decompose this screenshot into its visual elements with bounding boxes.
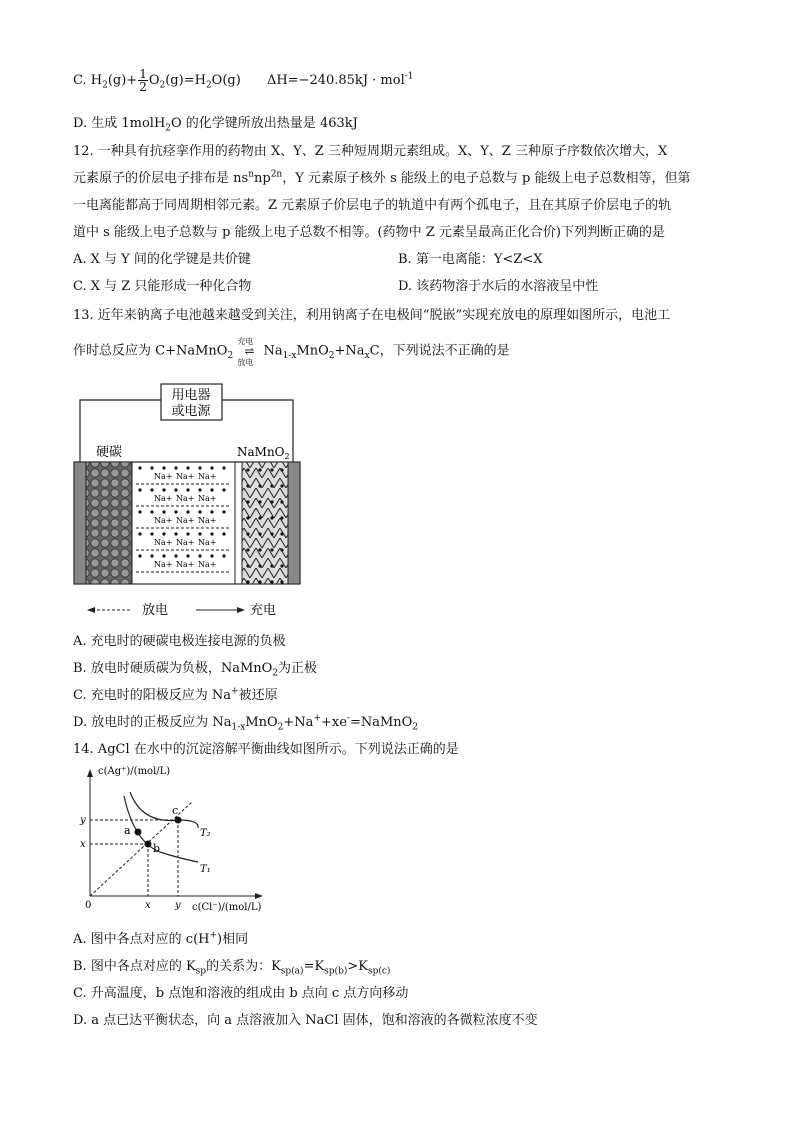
- q13-option-d: D. 放电时的正极反应为 $Na_{1-x}MnO_2+Na^++xe^-=NaMnO_2$: [73, 713, 419, 733]
- q13-option-c: C. 充电时的阳极反应为 Na+被还原: [73, 686, 278, 703]
- na-ion: Na+: [198, 560, 217, 569]
- label-c: c: [172, 804, 179, 817]
- charge-label: 充电: [250, 603, 277, 618]
- na-ion: Na+: [176, 494, 195, 503]
- label-t2: T₂: [200, 828, 211, 839]
- q13-stem-line1: 13. 近年来钠离子电池越来越受到关注，利用钠离子在电极间“脱嵌”实现充放电的原理如图所示，电池工: [73, 308, 671, 323]
- na-ion: Na+: [176, 516, 195, 525]
- na-ion: Na+: [198, 516, 217, 525]
- x-axis-label: c(Cl⁻)/(mol/L): [192, 902, 262, 913]
- curve-t2: [130, 792, 198, 828]
- battery-diagram: [70, 378, 310, 623]
- na-ion: Na+: [198, 472, 217, 481]
- q14-option-b: B. 图中各点对应的 $K_{sp}$的关系为：$K_{sp(a)}=K_{sp(b)}>K_{sp(c)}$: [73, 959, 391, 977]
- x-tick-y: y: [175, 900, 181, 911]
- namno2-label: NaMnO$_2$: [237, 445, 290, 461]
- na-ion: Na+: [154, 494, 173, 503]
- label-t1: T₁: [200, 864, 211, 875]
- q12-option-d: D. 该药物溶于水后的水溶液呈中性: [398, 279, 599, 294]
- label-b: b: [153, 842, 161, 855]
- hard-carbon-label: 硬碳: [96, 445, 123, 460]
- q14-option-d: D. a 点已达平衡状态，向 a 点溶液加入 NaCl 固体，饱和溶液的各微粒浓度不变: [73, 1013, 538, 1028]
- y-tick-x: x: [80, 839, 86, 850]
- na-ion: Na+: [154, 516, 173, 525]
- device-label2: 或电源: [171, 404, 211, 419]
- q13-option-b: B. 放电时硬质碳为负极，NaMnO$_2$为正极: [73, 661, 318, 679]
- fraction: $\frac{1}{2}$: [139, 67, 147, 94]
- q13-stem-line2: 作时总反应为 C+NaMnO$_2$ 充电 ⇌ 放电 $Na_{1-x}MnO_2+Na_xC$，下列说法不正确的是: [73, 337, 510, 367]
- na-ion: Na+: [154, 472, 173, 481]
- q12-option-c: C. X 与 Z 只能形成一种化合物: [73, 279, 252, 294]
- origin-label: 0: [85, 900, 92, 911]
- q14-option-a: A. 图中各点对应的 c(H+)相同: [73, 930, 249, 947]
- discharge-label: 放电: [142, 603, 169, 618]
- q12-option-b: B. 第一电离能：Y<Z<X: [398, 252, 543, 267]
- na-ion: Na+: [176, 472, 195, 481]
- na-ion: Na+: [154, 560, 173, 569]
- x-tick-x: x: [145, 900, 151, 911]
- hard-carbon-electrode: [86, 462, 132, 584]
- na-ion: Na+: [154, 538, 173, 547]
- q12-option-a: A. X 与 Y 间的化学键是共价键: [73, 252, 251, 267]
- curve-t1: [124, 796, 198, 862]
- y-tick-y: y: [80, 815, 86, 826]
- reversible-arrow: 充电 ⇌ 放电: [237, 337, 255, 367]
- point-c: [175, 817, 182, 824]
- na-ion: Na+: [176, 560, 195, 569]
- label-a: a: [124, 824, 131, 837]
- q12-stem-line2: 元素原子的价层电子排布是 $ns^nnp^{2n}$，Y 元素原子核外 s 能级上的电子总数与 p 能级上电子总数相等，但第: [73, 169, 691, 186]
- q14-option-c: C. 升高温度，b 点饱和溶液的组成由 b 点向 c 点方向移动: [73, 986, 409, 1001]
- point-a: [135, 829, 142, 836]
- q11-option-d: D. 生成 1molH$_2$O 的化学键所放出热量是 463kJ: [73, 116, 358, 134]
- q11-option-c: C. $H_2(g)+$ $\frac{1}{2}$ $O_2(g)=H_2O(g) \Delta H=-240.85kJ \cdot mol^{-1}$: [73, 67, 414, 94]
- q13-option-a: A. 充电时的硬碳电极连接电源的负极: [73, 634, 286, 649]
- na-ion: Na+: [176, 538, 195, 547]
- q12-stem-line4: 道中 s 能级上电子总数与 p 能级上电子总数不相等。(药物中 Z 元素呈最高正化合价)下列判断正确的是: [73, 225, 665, 240]
- q12-stem-line3: 一电离能都高于同周期相邻元素。Z 元素原子价层电子的轨道中有两个孤电子，且在其原子价层电子的轨: [73, 198, 672, 213]
- device-label: 用电器: [171, 388, 211, 403]
- na-ion: Na+: [198, 538, 217, 547]
- na-ion: Na+: [198, 494, 217, 503]
- q14-stem: 14. AgCl 在水中的沉淀溶解平衡曲线如图所示。下列说法正确的是: [73, 742, 459, 757]
- q12-stem-line1: 12. 一种具有抗痉挛作用的药物由 X、Y、Z 三种短周期元素组成。X、Y、Z 三种原子序数依次增大，X: [73, 144, 668, 159]
- point-b: [145, 841, 152, 848]
- y-axis-label: c(Ag⁺)/(mol/L): [98, 766, 171, 777]
- solubility-graph: [74, 762, 274, 914]
